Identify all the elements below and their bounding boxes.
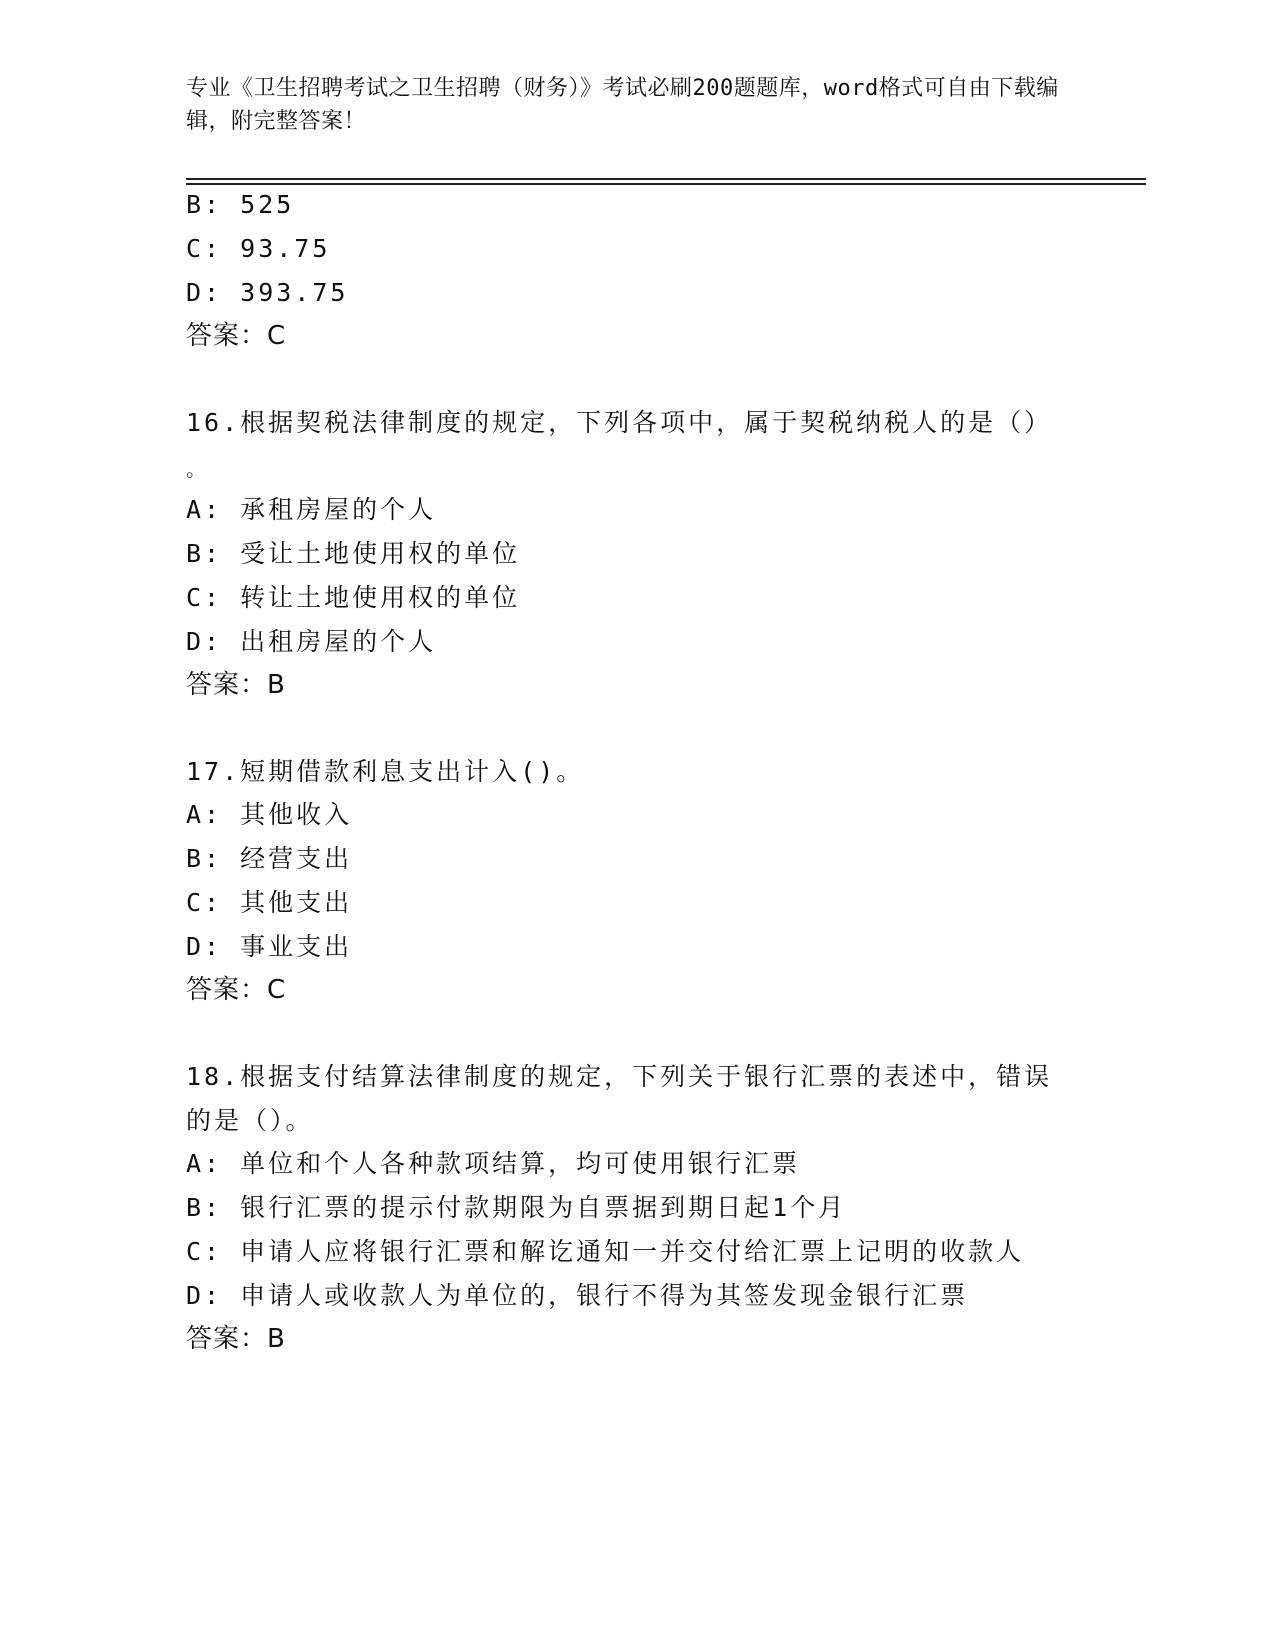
option-d: D: 事业支出: [186, 932, 353, 961]
option-d: D: 申请人或收款人为单位的，银行不得为其签发现金银行汇票: [186, 1281, 969, 1310]
option-b: B: 525: [186, 190, 295, 219]
option-c: C: 转让土地使用权的单位: [186, 583, 521, 612]
header-divider-bottom: [186, 183, 1146, 185]
question-stem-continuation: 的是（）。: [186, 1106, 314, 1135]
option-b: B: 受让土地使用权的单位: [186, 539, 521, 568]
option-d: D: 出租房屋的个人: [186, 627, 437, 656]
option-b: B: 银行汇票的提示付款期限为自票据到期日起1个月: [186, 1193, 847, 1222]
answer-line: 答案：B: [186, 1324, 286, 1354]
answer-line: 答案：C: [186, 321, 287, 351]
option-d: D: 393.75: [186, 278, 349, 307]
option-a: A: 其他收入: [186, 800, 353, 829]
option-a: A: 承租房屋的个人: [186, 495, 437, 524]
option-a: A: 单位和个人各种款项结算，均可使用银行汇票: [186, 1149, 801, 1178]
option-b: B: 经营支出: [186, 844, 353, 873]
question-stem: 18.根据支付结算法律制度的规定，下列关于银行汇票的表述中，错误: [186, 1062, 1053, 1091]
option-c: C: 其他支出: [186, 888, 353, 917]
answer-line: 答案：B: [186, 670, 286, 700]
answer-line: 答案：C: [186, 975, 287, 1005]
question-stem-continuation: 。: [186, 457, 209, 481]
option-c: C: 93.75: [186, 234, 331, 263]
question-stem: 17.短期借款利息支出计入()。: [186, 757, 585, 786]
header-divider-top: [186, 178, 1146, 180]
question-stem: 16.根据契税法律制度的规定，下列各项中，属于契税纳税人的是（）: [186, 408, 1053, 437]
option-c: C: 申请人应将银行汇票和解讫通知一并交付给汇票上记明的收款人: [186, 1237, 1025, 1266]
document-header: 专业《卫生招聘考试之卫生招聘（财务）》考试必刷200题题库，word格式可自由下载编辑，附完整答案！: [186, 76, 1059, 134]
